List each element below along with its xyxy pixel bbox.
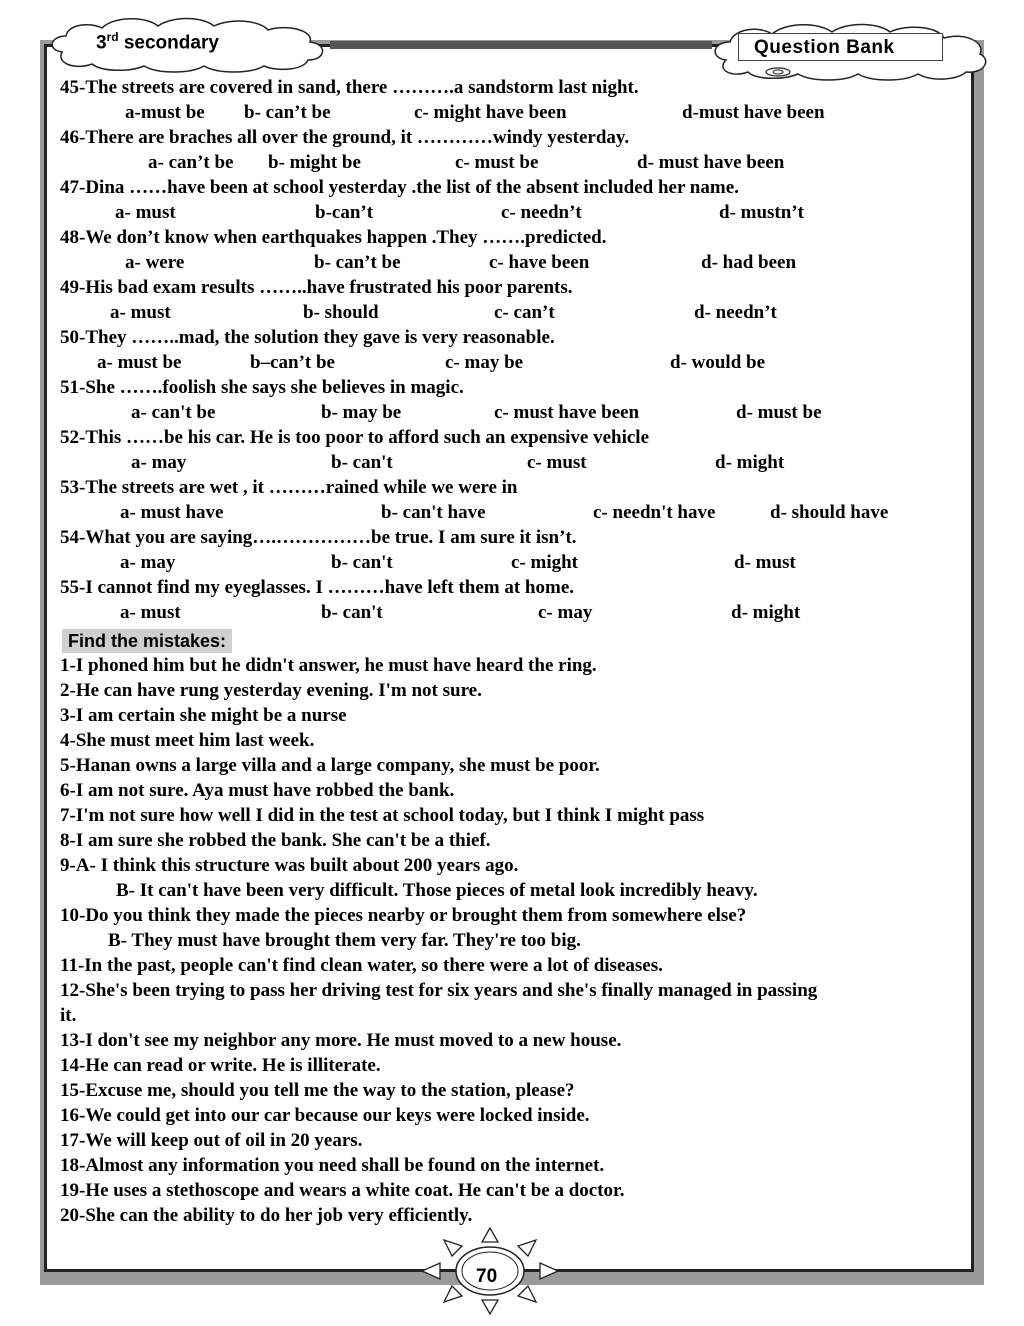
list-item: 14-He can read or write. He is illiterate. — [60, 1055, 381, 1076]
option-d: d- would be — [670, 352, 766, 373]
question-stem: 52-This ……be his car. He is too poor to afford such an expensive vehicle — [60, 427, 650, 448]
question-stem: 46-There are braches all over the ground, it …………windy yesterday. — [60, 127, 630, 148]
option-b: b- might be — [268, 152, 361, 173]
list-item: 20-She can the ability to do her job very efficiently. — [60, 1205, 473, 1226]
option-b: b- can't — [321, 602, 383, 623]
option-c: c- needn’t — [501, 202, 582, 223]
option-a: a- may — [131, 452, 187, 473]
page-title: Question Bank — [754, 37, 895, 58]
question-stem: 48-We don’t know when earthquakes happen .They …….predicted. — [60, 227, 607, 248]
question-stem: 49-His bad exam results ……..have frustrated his poor parents. — [60, 277, 573, 298]
option-b: b- can’t be — [244, 102, 331, 123]
option-b: b- should — [303, 302, 379, 323]
option-b: b- can't — [331, 452, 393, 473]
question-stem: 54-What you are saying….……………be true. I am sure it isn’t. — [60, 527, 577, 548]
question-stem: 51-She …….foolish she says she believes in magic. — [60, 377, 464, 398]
list-item: 10-Do you think they made the pieces nearby or brought them from somewhere else? — [60, 905, 747, 926]
option-d: d- might — [731, 602, 801, 623]
question-stem: 47-Dina ……have been at school yesterday .the list of the absent included her name. — [60, 177, 739, 198]
option-b: b- can't have — [381, 502, 486, 523]
list-item: 9-A- I think this structure was built about 200 years ago. — [60, 855, 519, 876]
option-a: a- must be — [97, 352, 182, 373]
option-c: c- can’t — [494, 302, 555, 323]
list-item: 13-I don't see my neighbor any more. He must moved to a new house. — [60, 1030, 622, 1051]
option-a: a- must have — [120, 502, 224, 523]
option-d: d- needn’t — [694, 302, 777, 323]
list-item: 1-I phoned him but he didn't answer, he must have heard the ring. — [60, 655, 597, 676]
option-a: a- were — [125, 252, 185, 273]
option-b: b- can't — [331, 552, 393, 573]
list-item: 19-He uses a stethoscope and wears a white coat. He can't be a doctor. — [60, 1180, 625, 1201]
list-item: 18-Almost any information you need shall be found on the internet. — [60, 1155, 605, 1176]
list-item: 2-He can have rung yesterday evening. I'm not sure. — [60, 680, 482, 701]
option-a: a- may — [120, 552, 176, 573]
option-b: b–can’t be — [250, 352, 335, 373]
option-d: d- had been — [701, 252, 797, 273]
option-d: d- must have been — [637, 152, 785, 173]
list-item: 3-I am certain she might be a nurse — [60, 705, 347, 726]
option-a: a- must — [115, 202, 176, 223]
page-number: 70 — [476, 1266, 498, 1287]
option-a: a- must — [120, 602, 181, 623]
option-d: d- must be — [736, 402, 822, 423]
list-item: 6-I am not sure. Aya must have robbed the bank. — [60, 780, 455, 801]
question-stem: 45-The streets are covered in sand, there ……….a sandstorm last night. — [60, 77, 639, 98]
option-a: a- must — [110, 302, 171, 323]
list-item: B- They must have brought them very far. They're too big. — [108, 930, 581, 951]
option-d: d- should have — [770, 502, 889, 523]
list-item: 12-She's been trying to pass her driving test for six years and she's finally managed in passing — [60, 980, 818, 1001]
option-c: c- must — [527, 452, 587, 473]
option-a: a- can't be — [131, 402, 216, 423]
option-d: d-must have been — [682, 102, 825, 123]
list-item: it. — [60, 1005, 77, 1026]
option-c: c- might have been — [414, 102, 567, 123]
option-b: b- may be — [321, 402, 402, 423]
option-c: c- may be — [445, 352, 524, 373]
section-heading: Find the mistakes: — [62, 629, 232, 653]
list-item: 4-She must meet him last week. — [60, 730, 315, 751]
list-item: 5-Hanan owns a large villa and a large company, she must be poor. — [60, 755, 600, 776]
option-c: c- must have been — [494, 402, 640, 423]
option-c: c- must be — [455, 152, 539, 173]
list-item: 11-In the past, people can't find clean water, so there were a lot of diseases. — [60, 955, 663, 976]
list-item: 16-We could get into our car because our keys were locked inside. — [60, 1105, 590, 1126]
option-d: d- might — [715, 452, 785, 473]
question-stem: 55-I cannot find my eyeglasses. I ………have left them at home. — [60, 577, 575, 598]
list-item: 7-I'm not sure how well I did in the test at school today, but I think I might pass — [60, 805, 705, 826]
option-c: c- may — [538, 602, 593, 623]
option-b: b-can’t — [315, 202, 374, 223]
list-item: 15-Excuse me, should you tell me the way to the station, please? — [60, 1080, 575, 1101]
header-rule — [330, 41, 712, 49]
list-item: B- It can't have been very difficult. Those pieces of metal look incredibly heavy. — [116, 880, 758, 901]
grade-label: 3rd secondary — [96, 30, 219, 54]
list-item: 8-I am sure she robbed the bank. She can't be a thief. — [60, 830, 491, 851]
option-a: a- can’t be — [148, 152, 234, 173]
option-b: b- can’t be — [314, 252, 401, 273]
option-a: a-must be — [125, 102, 205, 123]
question-stem: 50-They ……..mad, the solution they gave is very reasonable. — [60, 327, 555, 348]
option-c: c- have been — [489, 252, 590, 273]
option-d: d- must — [734, 552, 796, 573]
option-d: d- mustn’t — [719, 202, 804, 223]
question-stem: 53-The streets are wet , it ………rained while we were in — [60, 477, 518, 498]
option-c: c- needn't have — [593, 502, 716, 523]
list-item: 17-We will keep out of oil in 20 years. — [60, 1130, 363, 1151]
option-c: c- might — [511, 552, 579, 573]
